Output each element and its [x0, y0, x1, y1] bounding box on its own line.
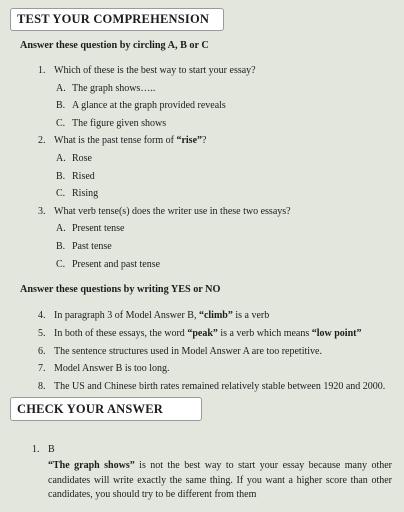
answer-explanation [48, 459, 392, 503]
option-1c[interactable] [56, 117, 166, 130]
option-letter: B. [56, 171, 66, 182]
option-text: Rose [72, 153, 92, 164]
statement-5 [38, 327, 361, 340]
option-3a[interactable] [56, 222, 125, 235]
question-keyword: “rise” [176, 135, 203, 146]
title-test-your-comprehension: TEST YOUR COMPREHENSION [10, 8, 224, 31]
question-number: 2. [38, 135, 46, 146]
answer-letter: B [48, 444, 55, 455]
statement-number: 6. [38, 346, 46, 357]
statement-number: 8. [38, 381, 46, 392]
answer-number: 1. [32, 444, 40, 455]
statement-text-end: is a verb [232, 310, 270, 321]
question-text: What is the past tense form of [54, 135, 177, 146]
statement-6 [38, 345, 322, 358]
statement-text: Model Answer B is too long. [54, 363, 170, 374]
option-2a[interactable] [56, 152, 92, 165]
statement-keyword: “climb” [198, 310, 233, 321]
statement-text: The sentence structures used in Model Answer A are too repetitive. [54, 346, 322, 357]
option-letter: A. [56, 223, 66, 234]
answer-text: is not the best way to start your essay because many other candidates will write exactly the same thing. If you want a higher score than other candidates, you should try to be different from them [48, 460, 392, 500]
option-letter: B. [56, 241, 66, 252]
option-text: Rising [72, 188, 99, 199]
option-text: The graph shows….. [72, 83, 156, 94]
question-text-end: ? [202, 135, 207, 146]
instruction-yes-no: Answer these questions by writing YES or NO [20, 284, 221, 295]
option-text: A glance at the graph provided reveals [72, 100, 226, 111]
instruction-circling: Answer these question by circling A, B or C [20, 40, 209, 51]
statement-8 [38, 380, 385, 393]
option-text: Present and past tense [72, 259, 161, 270]
statement-number: 5. [38, 328, 46, 339]
option-letter: A. [56, 83, 66, 94]
option-letter: C. [56, 188, 66, 199]
statement-text: The US and Chinese birth rates remained relatively stable between 1920 and 2000. [54, 381, 386, 392]
question-text: What verb tense(s) does the writer use in these two essays? [54, 206, 291, 217]
question-number: 3. [38, 206, 46, 217]
question-2 [38, 134, 206, 147]
option-2b[interactable] [56, 170, 95, 183]
question-3 [38, 205, 291, 218]
option-1b[interactable] [56, 99, 226, 112]
option-text: Rised [72, 171, 95, 182]
option-letter: B. [56, 100, 66, 111]
statement-number: 4. [38, 310, 46, 321]
option-letter: C. [56, 118, 66, 129]
option-2c[interactable] [56, 187, 98, 200]
answer-keyword: “The graph shows” [48, 460, 135, 471]
option-text: Past tense [72, 241, 112, 252]
statement-keyword: “peak” [187, 328, 218, 339]
statement-keyword-2: “low point” [311, 328, 362, 339]
statement-text: In both of these essays, the word [54, 328, 188, 339]
option-3c[interactable] [56, 258, 160, 271]
statement-text-middle: is a verb which means [217, 328, 312, 339]
option-3b[interactable] [56, 240, 112, 253]
question-text: Which of these is the best way to start your essay? [54, 65, 256, 76]
option-1a[interactable] [56, 82, 155, 95]
title-check-your-answer: CHECK YOUR ANSWER [10, 397, 202, 421]
statement-4 [38, 309, 269, 322]
statement-text: In paragraph 3 of Model Answer B, [54, 310, 199, 321]
statement-7 [38, 362, 170, 375]
option-letter: C. [56, 259, 66, 270]
option-text: Present tense [72, 223, 125, 234]
question-number: 1. [38, 65, 46, 76]
statement-number: 7. [38, 363, 46, 374]
question-1 [38, 64, 256, 77]
option-text: The figure given shows [72, 118, 167, 129]
option-letter: A. [56, 153, 66, 164]
